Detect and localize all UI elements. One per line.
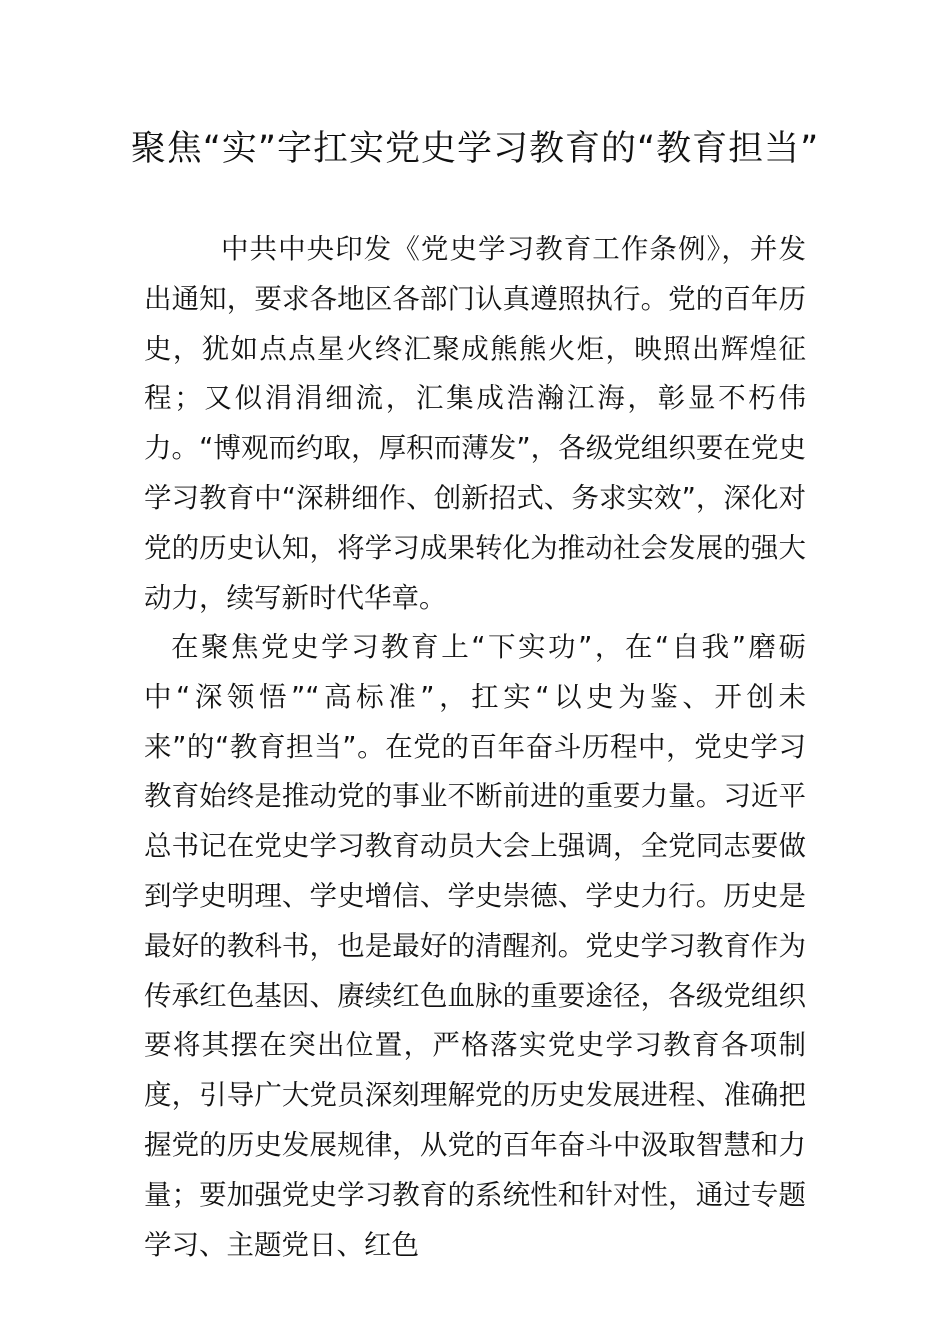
document-title: 聚焦“实”字扛实党史学习教育的“教育担当” xyxy=(130,129,820,169)
body-paragraph: 在聚焦党史学习教育上“下实功”，在“自我”磨砺中“深领悟”“高标准”，扛实“以史为鉴、开创未来”的“教育担当”。在党的百年奋斗历程中，党史学习教育始终是推动党的事业不断前进的重要力量。习近平总书记在党史学习教育动员大会上强调，全党同志要做到学史明理、学史增信、学史崇德、学史力行。历史是最好的教科书，也是最好的清醒剂。党史学习教育作为传承红色基因、赓续红色血脉的重要途径，各级党组织要将其摆在突出位置，严格落实党史学习教育各项制度，引导广大党员深刻理解党的历史发展进程、准确把握党的历史发展规律，从党的百年奋斗中汲取智慧和力量；要加强党史学习教育的系统性和针对性，通过专题学习、主题党日、红色 xyxy=(144,631,806,1261)
body-paragraph: 中共中央印发《党史学习教育工作条例》，并发出通知，要求各地区各部门认真遵照执行。党的百年历史，犹如点点星火终汇聚成熊熊火炬，映照出辉煌征程；又似涓涓细流，汇集成浩瀚江海，彰显不朽伟力。“博观而约取，厚积而薄发”，各级党组织要在党史学习教育中“深耕细作、创新招式、务求实效”，深化对党的历史认知，将学习成果转化为推动社会发展的强大动力，续写新时代华章。 xyxy=(144,233,806,614)
